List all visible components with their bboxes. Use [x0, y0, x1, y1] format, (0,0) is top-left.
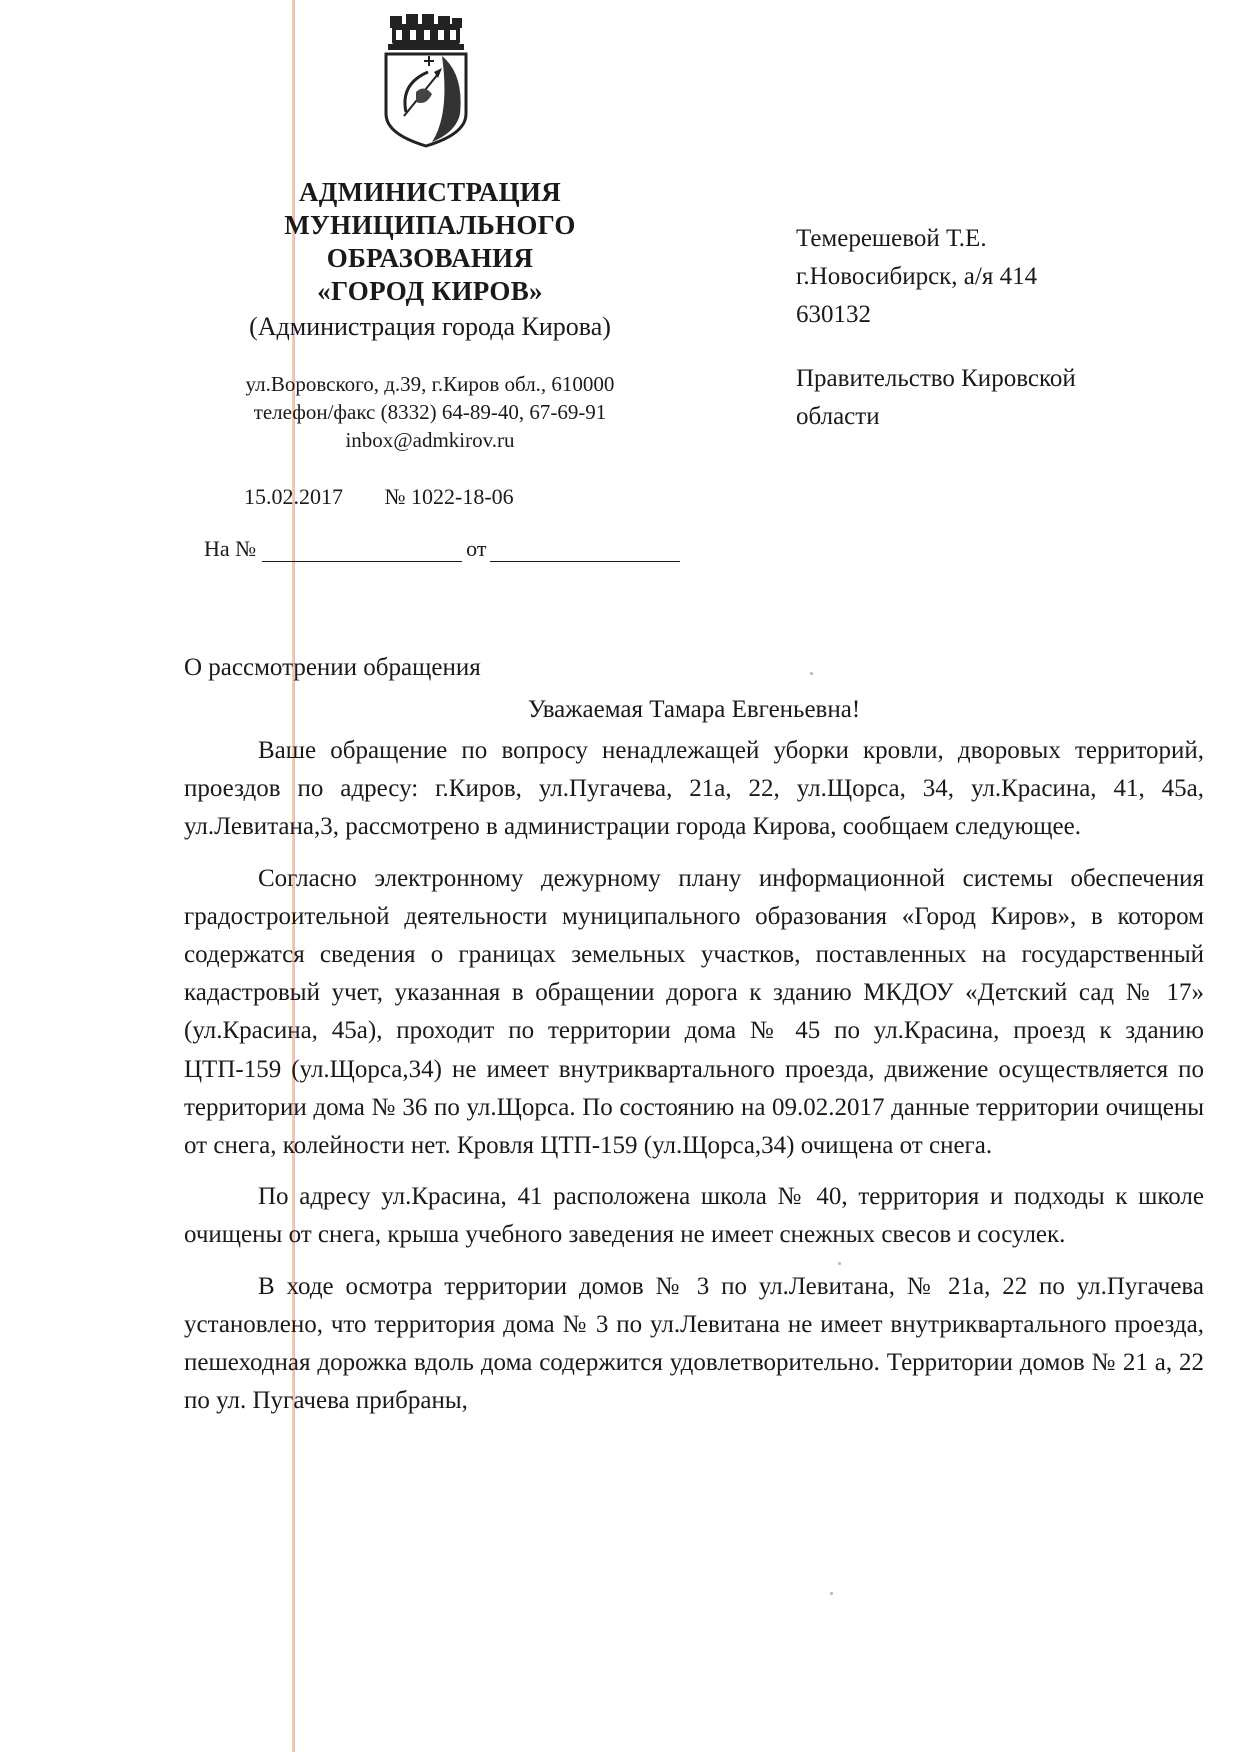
phone-line: телефон/факс (8332) 64-89-40, 67-69-91 — [253, 400, 607, 424]
letter-subject: О рассмотрении обращения — [184, 654, 481, 681]
organization-name-line: ОБРАЗОВАНИЯ — [326, 243, 534, 273]
recipient-block — [796, 220, 1196, 436]
reference-line — [204, 536, 680, 562]
letter-greeting: Уважаемая Тамара Евгеньевна! — [527, 696, 861, 723]
scan-speck — [838, 1262, 841, 1265]
recipient-line: 630132 — [796, 301, 871, 328]
organization-contacts — [190, 370, 670, 454]
city-coat-of-arms-icon — [376, 14, 476, 148]
letter-date: 15.02.2017 — [244, 484, 343, 509]
reference-from-label: от — [466, 536, 487, 561]
outgoing-registration — [244, 484, 514, 510]
organization-name-line: АДМИНИСТРАЦИЯ — [298, 177, 561, 207]
letter-body — [184, 732, 1204, 1433]
recipient-line: Правительство Кировской — [796, 365, 1076, 392]
recipient-line: г.Новосибирск, а/я 414 — [796, 263, 1038, 290]
organization-block — [190, 176, 670, 344]
body-paragraph: В ходе осмотра территории домов № 3 по ул.Левитана, № 21а, 22 по ул.Пугачева установлено, что территория дома № 3 по ул.Левитана не имеет внутриквартального проезда, пешеходная дорожка вдоль дома содержится удовлетворительно. Территории домов № 21 а, 22 по ул. Пугачева прибраны, — [184, 1272, 1204, 1415]
body-paragraph: Согласно электронному дежурному плану информационной системы обеспечения градостроительной деятельности муниципального образования «Город Киров», в котором содержатся сведения о границах земельных участков, поставленных на государственный кадастровый учет, указанная в обращении дорога к зданию МКДОУ «Детский сад № 17» (ул.Красина, 45а), проходит по территории дома № 45 по ул.Красина, проезд к зданию ЦТП-159 (ул.Щорса,34) не имеет внутриквартального проезда, движение осуществляется по территории дома № 36 по ул.Щорса. По состоянию на 09.02.2017 данные территории очищены от снега, колейности нет. Кровля ЦТП-159 (ул.Щорса,34) очищена от снега. — [184, 864, 1204, 1160]
recipient-line: области — [796, 403, 880, 430]
organization-short-name: (Администрация города Кирова) — [249, 312, 611, 341]
organization-name-line: МУНИЦИПАЛЬНОГО — [284, 210, 576, 240]
organization-name-line: «ГОРОД КИРОВ» — [317, 276, 543, 306]
scan-speck — [830, 1592, 833, 1595]
body-paragraph: По адресу ул.Красина, 41 расположена школа № 40, территория и подходы к школе очищены от снега, крыша учебного заведения не имеет снежных свесов и сосулек. — [184, 1183, 1204, 1249]
reference-date-blank — [490, 541, 680, 562]
scan-speck — [810, 672, 813, 675]
reference-prefix: На № — [204, 536, 257, 561]
recipient-line: Темерешевой Т.Е. — [796, 225, 987, 252]
reference-number-blank — [262, 541, 462, 562]
letter-number: № 1022-18-06 — [384, 484, 514, 509]
body-paragraph: Ваше обращение по вопросу ненадлежащей уборки кровли, дворовых территорий, проездов по адресу: г.Киров, ул.Пугачева, 21а, 22, ул.Щорса, 34, ул.Красина, 41, 45а, ул.Левитана,3, рассмотрено в администрации города Кирова, сообщаем следующее. — [184, 737, 1204, 841]
email-line: inbox@admkirov.ru — [345, 428, 515, 452]
address-line: ул.Воровского, д.39, г.Киров обл., 610000 — [245, 372, 615, 396]
